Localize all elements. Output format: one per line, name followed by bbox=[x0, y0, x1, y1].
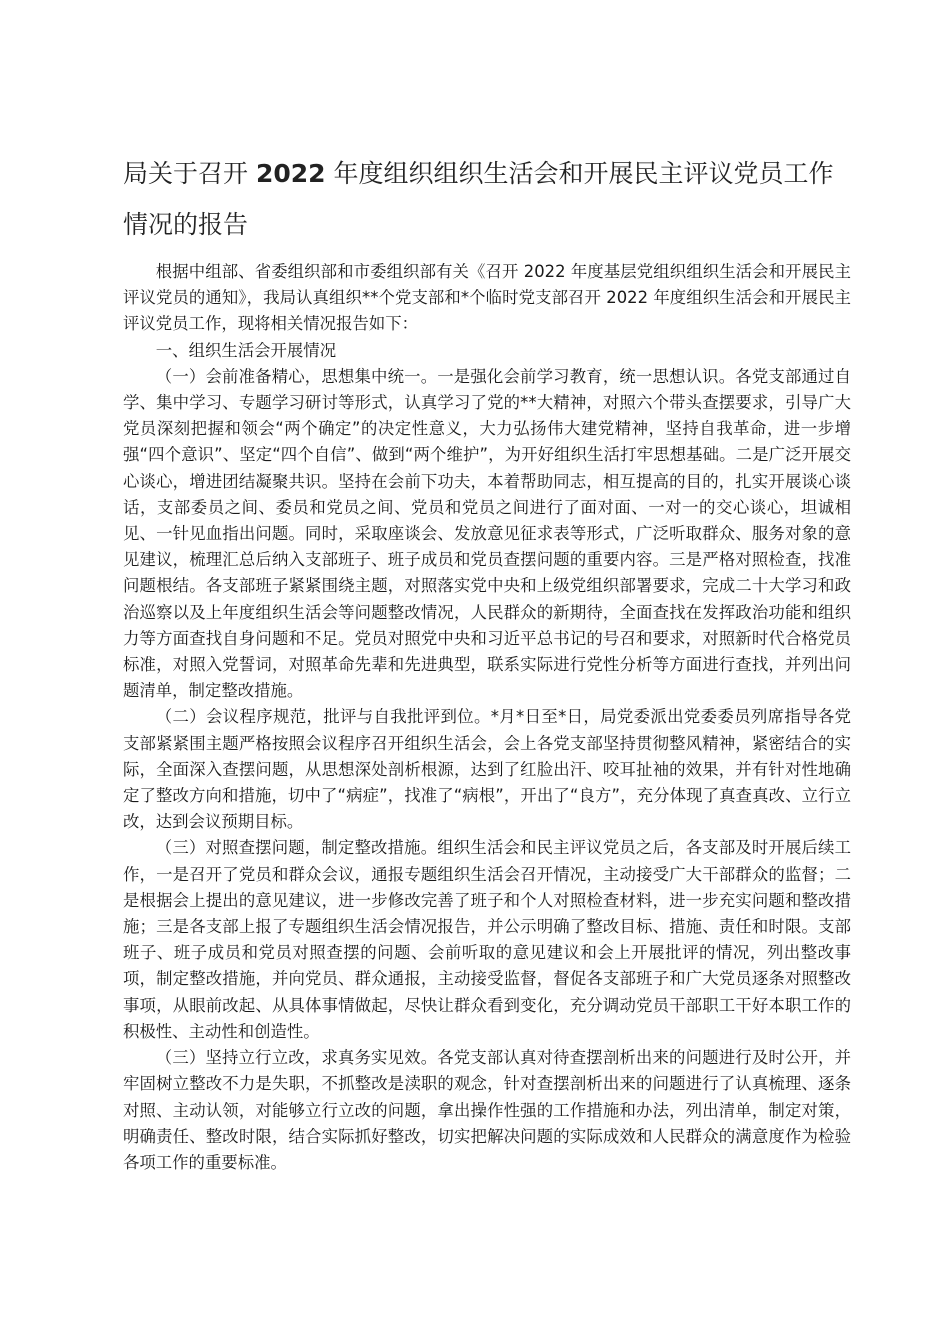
section-heading: 一、组织生活会开展情况 bbox=[155, 340, 337, 360]
body-paragraph: （三）坚持立行立改，求真务实见效。各党支部认真对待查摆剖析出来的问题进行及时公开，并牢固树立整改不力是失职，不抓整改是渎职的观念，针对查摆剖析出来的问题进行了认真梳理、逐条对照、主动认领，对能够立行立改的问题，拿出操作性强的工作措施和办法，列出清单，制定对策，明确责任、整改时限，结合实际抓好整改，切实把解决问题的实际成效和人民群众的满意度作为检验各项工作的重要标准。 bbox=[123, 1048, 851, 1172]
title-part-1: 局关于召开 bbox=[123, 159, 249, 188]
body-paragraph: （二）会议程序规范，批评与自我批评到位。*月*日至*日，局党委派出党委委员列席指导各党支部紧紧围主题严格按照会议程序召开组织生活会，会上各党支部坚持贯彻整风精神，紧密结合的实际，全面深入查摆问题，从思想深处剖析根源，达到了红脸出汗、咬耳扯袖的效果，并有针对性地确定了整改方向和措施，切中了“病症”，找准了“病根”，开出了“良方”，充分体现了真查真改、立行立改，达到会议预期目标。 bbox=[123, 707, 851, 832]
document-title bbox=[123, 148, 843, 250]
title-year: 2022 bbox=[255, 159, 326, 188]
intro-paragraph: 根据中组部、省委组织部和市委组织部有关《召开 2022 年度基层党组织组织生活会和开展民主评议党员的通知》，我局认真组织**个党支部和*个临时党支部召开 2022 年度组织生活会和开展民主评议党员工作，现将相关情况报告如下： bbox=[123, 262, 851, 334]
body-paragraph: （三）对照查摆问题，制定整改措施。组织生活会和民主评议党员之后，各支部及时开展后续工作，一是召开了党员和群众会议，通报专题组织生活会召开情况，主动接受广大干部群众的监督；二是根据会上提出的意见建议，进一步修改完善了班子和个人对照检查材料，进一步充实问题和整改措施；三是各支部上报了专题组织生活会情况报告，并公示明确了整改目标、措施、责任和时限。支部班子、班子成员和党员对照查摆的问题、会前听取的意见建议和会上开展批评的情况，列出整改事项，制定整改措施，并向党员、群众通报，主动接受监督，督促各支部班子和广大党员逐条对照整改事项，从眼前改起、从具体事情做起，尽快让群众看到变化，充分调动党员干部职工干好本职工作的积极性、主动性和创造性。 bbox=[123, 838, 851, 1041]
body-paragraph: （一）会前准备精心，思想集中统一。一是强化会前学习教育，统一思想认识。各党支部通过自学、集中学习、专题学习研讨等形式，认真学习了党的**大精神，对照六个带头查摆要求，引导广大党员深刻把握和领会“两个确定”的决定性意义，大力弘扬伟大建党精神，坚持自我革命，进一步增强“四个意识”、坚定“四个自信”、做到“两个维护”，为开好组织生活打牢思想基础。二是广泛开展交心谈心，增进团结凝聚共识。坚持在会前下功夫，本着帮助同志，相互提高的目的，扎实开展谈心谈话，支部委员之间、委员和党员之间、党员和党员之间进行了面对面、一对一的交心谈心，坦诚相见、一针见血指出问题。同时，采取座谈会、发放意见征求表等形式，广泛听取群众、服务对象的意见建议，梳理汇总后纳入支部班子、班子成员和党员查摆问题的重要内容。三是严格对照检查，找准问题根结。各支部班子紧紧围绕主题，对照落实党中央和上级党组织部署要求，完成二十大学习和政治巡察以及上年度组织生活会等问题整改情况，人民群众的新期待，全面查找在发挥政治功能和组织力等方面查找自身问题和不足。党员对照党中央和习近平总书记的号召和要求，对照新时代合格党员标准，对照入党誓词，对照革命先辈和先进典型，联系实际进行党性分析等方面进行查找，并列出问题清单，制定整改措施。 bbox=[123, 366, 851, 701]
document-body bbox=[123, 259, 851, 1176]
title-part-2: 年度组织组织生活会和开展民主评议党员工作情况的报告 bbox=[123, 159, 834, 239]
